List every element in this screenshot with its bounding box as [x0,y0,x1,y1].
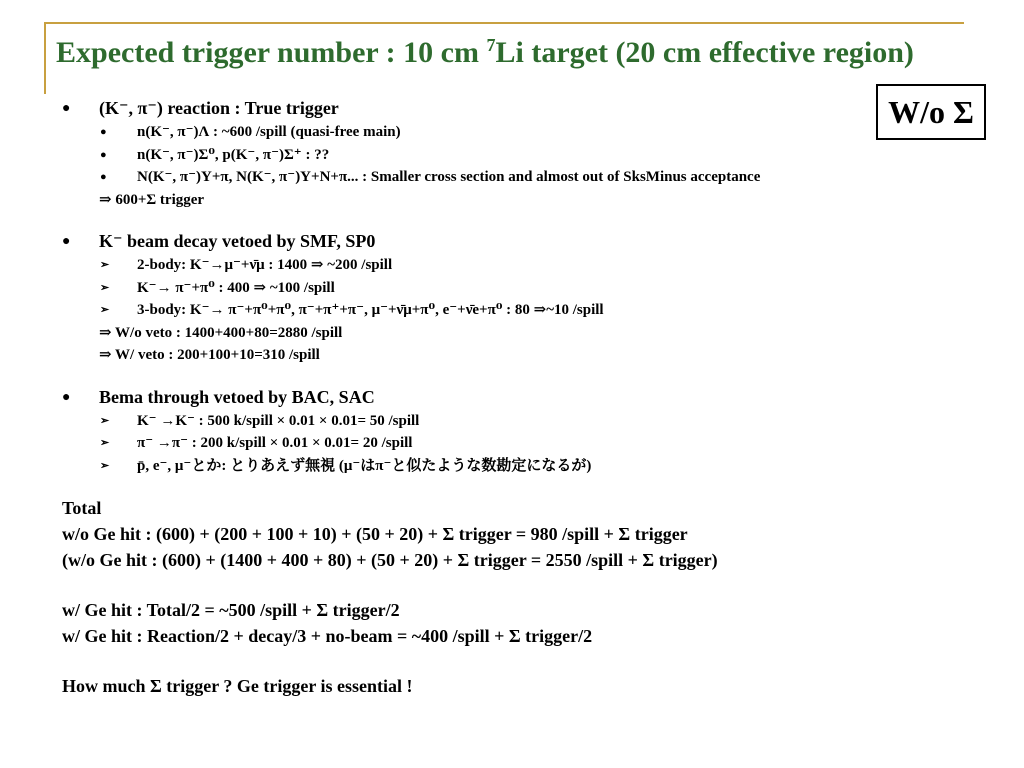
title-top-rule [44,22,964,24]
beam-item-3 [0,455,1024,478]
closing-question: How much Σ trigger ? Ge trigger is essential ! [62,676,413,696]
arrow-bullet-icon: ➢ [100,259,110,271]
title-main: Expected trigger number : 10 cm [56,36,487,69]
arrow-bullet-icon: ➢ [100,281,110,294]
reaction-item-3 [0,166,1024,189]
decay-item-2 [0,277,1024,300]
decay-result-with-veto: ⇒ W/ veto : 200+100+10=310 /spill [99,347,320,363]
bullet-icon: ● [100,171,107,183]
section-decay-text: K⁻ beam decay vetoed by SMF, SP0 [99,231,376,251]
decay-item-1 [0,254,1024,277]
bullet-icon: ● [62,234,71,249]
reaction-item-text: n(K⁻, π⁻)Σ⁰, p(K⁻, π⁻)Σ⁺ : ?? [137,146,330,163]
bullet-icon: ● [62,389,71,405]
reaction-result: ⇒ 600+Σ trigger [99,191,205,208]
decay-result-without-veto: ⇒ W/o veto : 1400+400+80=2880 /spill [99,324,343,341]
arrow-bullet-icon: ➢ [100,437,110,449]
arrow-bullet-icon: ➢ [100,304,110,316]
section-decay-heading [0,229,1024,254]
without-sigma-label: W/o Σ [888,93,974,130]
beam-item-text: π⁻ →π⁻ : 200 k/spill × 0.01 × 0.01= 20 /spill [137,435,413,451]
bullet-icon: ● [100,126,107,138]
total-line-without-ge-no-veto: (w/o Ge hit : (600) + (1400 + 400 + 80) + (50 + 20) + Σ trigger = 2550 /spill + Σ trigger) [62,550,718,570]
bullet-icon: ● [62,101,71,116]
reaction-item-text: n(K⁻, π⁻)Λ : ~600 /spill (quasi-free main) [137,124,401,140]
arrow-bullet-icon: ➢ [100,459,110,472]
title-rest: Li target (20 cm effective region) [495,36,914,69]
beam-item-text: p̄, e⁻, μ⁻とか: とりあえず無視 (μ⁻はπ⁻と似たような数勘定になるが) [137,457,592,474]
total-label: Total [62,498,102,518]
slide-title [56,36,914,70]
decay-item-text: 2-body: K⁻→μ⁻+ν̄μ : 1400 ⇒ ~200 /spill [137,257,393,273]
reaction-item-text: N(K⁻, π⁻)Y+π, N(K⁻, π⁻)Y+N+π... : Smaller cross section and almost out of SksMinus acceptance [137,169,761,185]
beam-item-1 [0,410,1024,433]
decay-item-text: 3-body: K⁻→ π⁻+π⁰+π⁰, π⁻+π⁺+π⁻, μ⁻+ν̄μ+π⁰, e⁻+ν̄e+π⁰ : 80 ⇒~10 /spill [137,302,604,318]
title-left-rule [44,22,46,94]
section-reaction-heading [0,96,1024,121]
arrow-bullet-icon: ➢ [100,414,110,427]
title-superscript: 7 [486,35,496,55]
reaction-item-1 [0,121,1024,144]
total-line-without-ge: w/o Ge hit : (600) + (200 + 100 + 10) + (50 + 20) + Σ trigger = 980 /spill + Σ trigger [62,524,688,544]
reaction-item-2 [0,144,1024,167]
beam-item-2 [0,432,1024,455]
total-line-with-ge: w/ Ge hit : Total/2 = ~500 /spill + Σ trigger/2 [62,600,400,620]
decay-item-3 [0,299,1024,322]
section-reaction-text: (K⁻, π⁻) reaction : True trigger [99,98,339,118]
section-beam-heading [0,385,1024,410]
beam-item-text: K⁻ →K⁻ : 500 k/spill × 0.01 × 0.01= 50 /spill [137,412,420,429]
section-beam-text: Bema through vetoed by BAC, SAC [99,386,375,407]
bullet-icon: ● [100,148,107,161]
total-line-with-ge-breakdown: w/ Ge hit : Reaction/2 + decay/3 + no-beam = ~400 /spill + Σ trigger/2 [62,626,593,646]
slide-content [0,93,1024,699]
decay-item-text: K⁻→ π⁻+π⁰ : 400 ⇒ ~100 /spill [137,279,335,296]
